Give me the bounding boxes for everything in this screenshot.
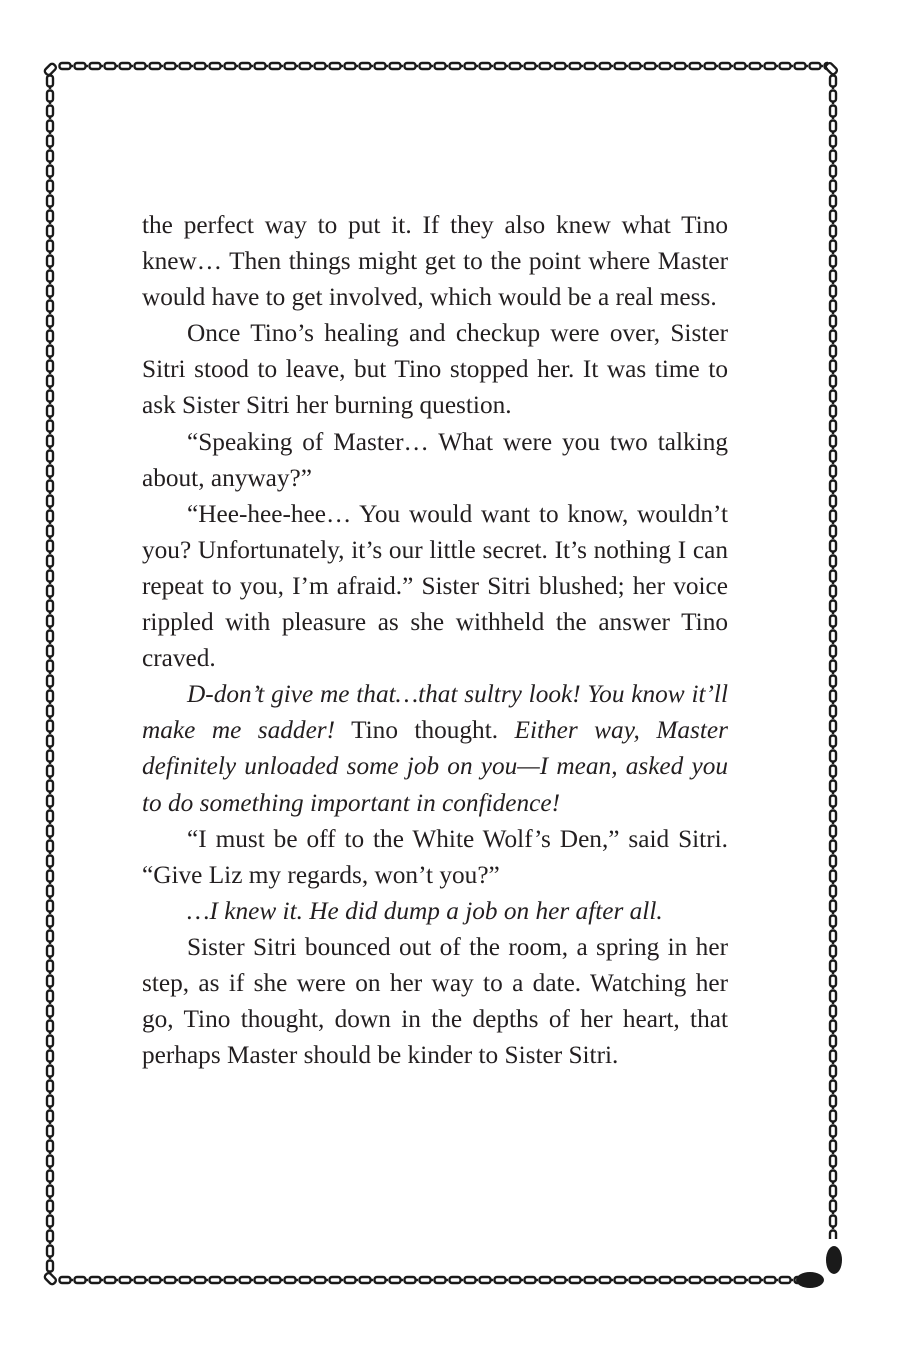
paragraph [142, 821, 728, 893]
paragraph-text: the perfect way to put it. If they also knew what Tino knew… Then things might get to the point where Master would have to get involved, which would be a real mess. [142, 211, 728, 312]
italic-thought: Either way, Master definitely unloaded some job on you—I mean, asked you to do something important in confidence! [142, 716, 728, 817]
paragraph-text: “Hee-hee-hee… You would want to know, wouldn’t you? Unfortunately, it’s our little secret. It’s nothing I can repeat to you, I’m afraid.” Sister Sitri blushed; her voice rippled with pleasure as she withheld the answer Tino craved. [142, 499, 728, 673]
paragraph-text: Once Tino’s healing and checkup were over, Sister Sitri stood to leave, but Tino stopped her. It was time to ask Sister Sitri her burning question. [142, 319, 728, 420]
italic-thought: …I knew it. He did dump a job on her after all. [187, 896, 663, 925]
paragraph-text: “I must be off to the White Wolf’s Den,” said Sitri. “Give Liz my regards, won’t you?” [142, 824, 728, 889]
chain-end-bottom [796, 1272, 824, 1288]
paragraph-text: “Speaking of Master… What were you two talking about, anyway?” [142, 427, 728, 492]
italic-thought: D-don’t give me that…that sultry look! You know it’ll make me sadder! [142, 680, 728, 745]
paragraph-text: Sister Sitri bounced out of the room, a spring in her step, as if she were on her way to a date. Watching her go, Tino thought, down in the depths of her heart, that perhaps Master should be kinder to Sister Sitri. [142, 932, 728, 1070]
paragraph [142, 496, 728, 676]
paragraph [142, 676, 728, 820]
paragraph [142, 893, 728, 929]
paragraph-text: Tino thought. [335, 716, 515, 745]
book-page-text [142, 207, 728, 1073]
paragraph [142, 929, 728, 1073]
paragraph [142, 207, 728, 315]
paragraph [142, 315, 728, 423]
chain-end-right [826, 1246, 842, 1274]
paragraph [142, 424, 728, 496]
